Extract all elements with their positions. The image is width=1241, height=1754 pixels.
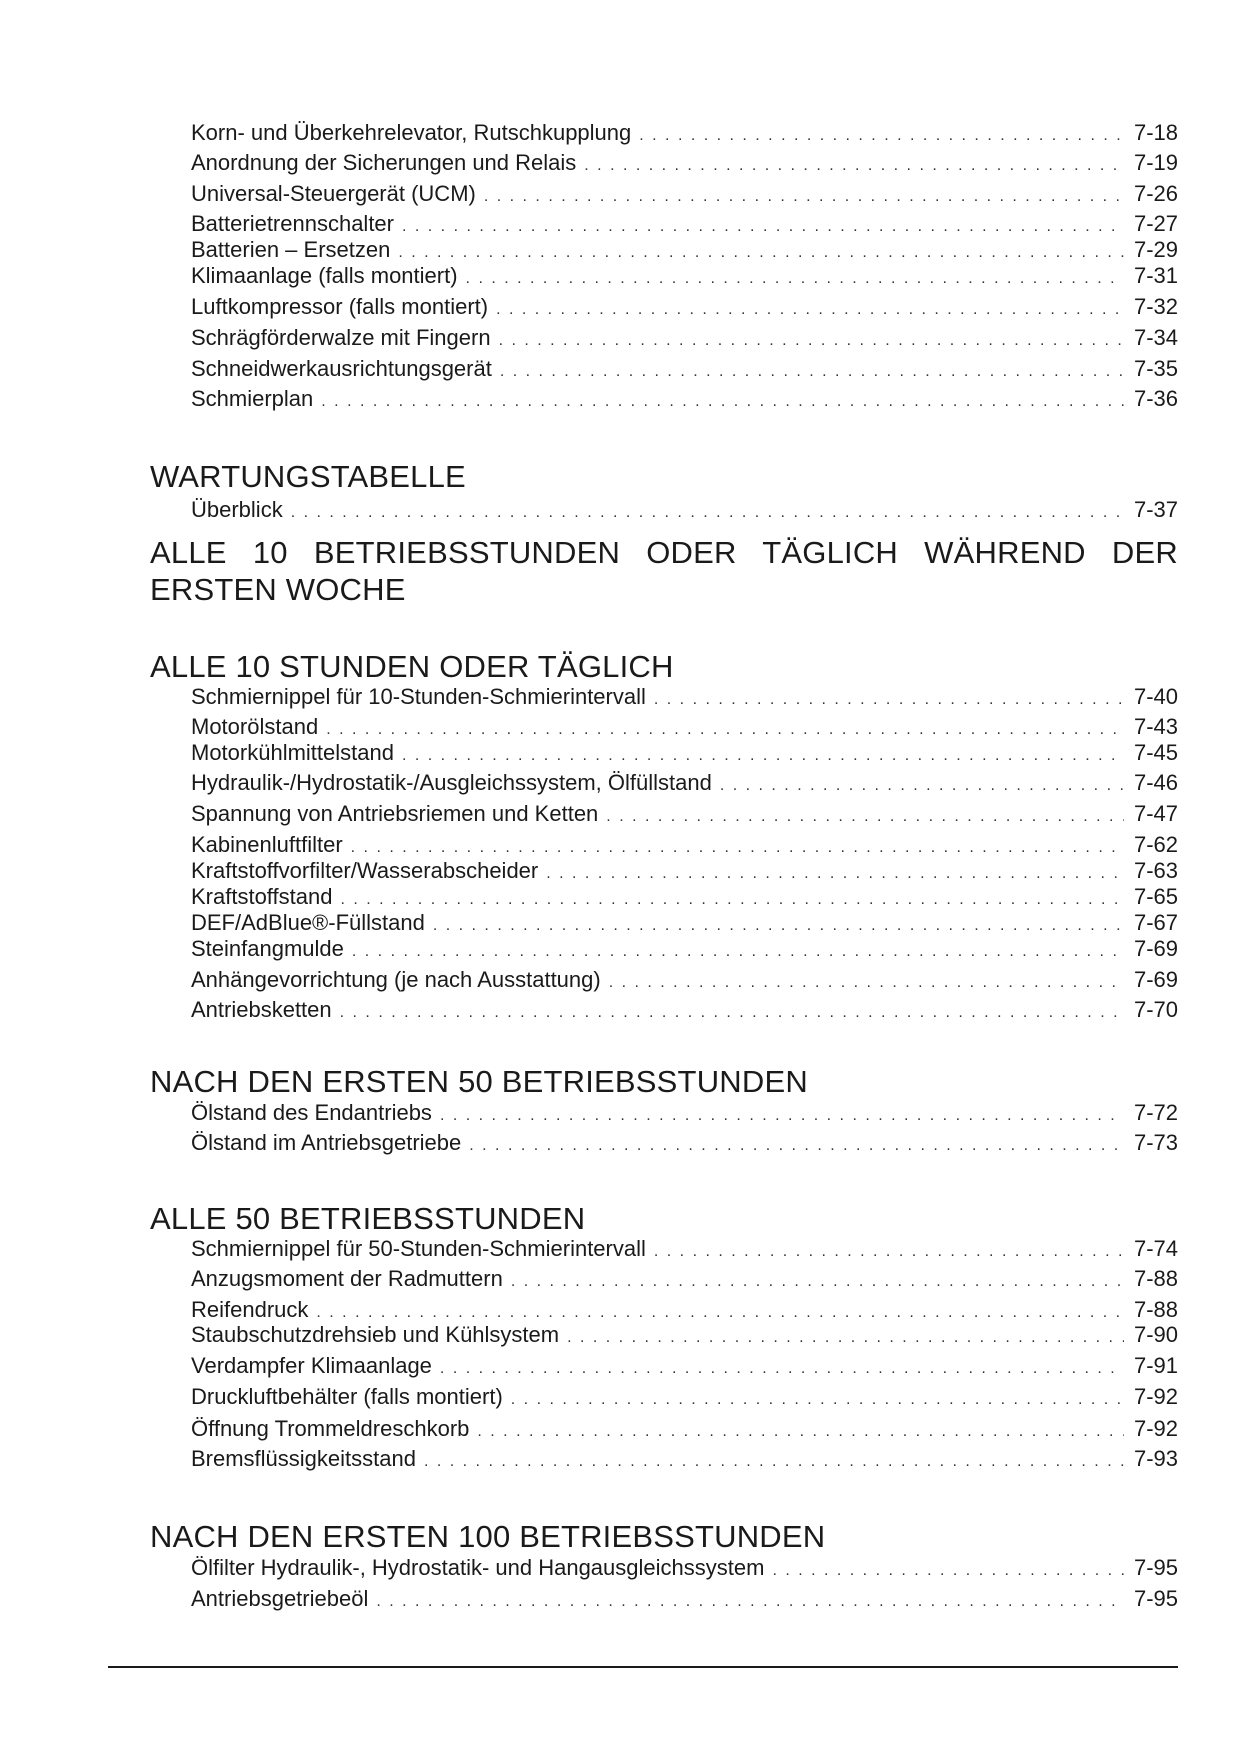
toc-leader <box>496 297 1124 323</box>
toc-entry-page: 7-29 <box>1133 237 1178 262</box>
toc-entry[interactable] <box>191 936 1178 962</box>
toc-entry-title: Ölfilter Hydraulik-, Hydrostatik- und Hangausgleichssystem <box>191 1555 765 1580</box>
toc-entry-title: Antriebsketten <box>191 997 332 1022</box>
toc-entry-title: Staubschutzdrehsieb und Kühlsystem <box>191 1322 560 1347</box>
toc-leader <box>376 1589 1124 1615</box>
toc-entry[interactable] <box>191 714 1178 740</box>
toc-entry-page: 7-63 <box>1133 858 1178 883</box>
toc-entry[interactable] <box>191 1236 1178 1262</box>
toc-entry-page: 7-72 <box>1133 1100 1178 1125</box>
toc-entry-page: 7-92 <box>1133 1416 1178 1441</box>
toc-entry-page: 7-62 <box>1133 832 1178 857</box>
toc-entry-title: Luftkompressor (falls montiert) <box>191 294 489 319</box>
toc-entry-page: 7-74 <box>1133 1236 1178 1261</box>
toc-leader <box>639 123 1124 149</box>
toc-entry-page: 7-73 <box>1133 1130 1178 1155</box>
toc-entry[interactable] <box>191 1353 1178 1379</box>
toc-leader <box>499 328 1124 354</box>
toc-entry-title: Ölstand im Antriebsgetriebe <box>191 1130 462 1155</box>
toc-entry-title: Hydraulik-/Hydrostatik-/Ausgleichssystem, Ölfüllstand <box>191 770 712 795</box>
toc-entry-title: Motorölstand <box>191 714 319 739</box>
toc-entry-page: 7-47 <box>1133 801 1178 826</box>
toc-entry-page: 7-37 <box>1133 497 1178 522</box>
section-heading: ALLE 10 BETRIEBSSTUNDEN ODER TÄGLICH WÄHREND DER ERSTEN WOCHE <box>150 535 1178 607</box>
toc-entry-page: 7-69 <box>1133 936 1178 961</box>
toc-leader <box>291 500 1124 526</box>
toc-entry-page: 7-93 <box>1133 1446 1178 1471</box>
section-heading: NACH DEN ERSTEN 50 BETRIEBSSTUNDEN <box>150 1064 808 1099</box>
toc-leader <box>466 266 1124 292</box>
toc-entry-page: 7-26 <box>1133 181 1178 206</box>
toc-leader <box>340 1000 1124 1026</box>
toc-entry[interactable] <box>191 1384 1178 1410</box>
toc-entry-title: Schmierplan <box>191 386 314 411</box>
toc-entry-title: Universal-Steuergerät (UCM) <box>191 181 476 206</box>
toc-entry[interactable] <box>191 801 1178 827</box>
toc-leader <box>500 359 1124 385</box>
toc-entry-page: 7-92 <box>1133 1384 1178 1409</box>
toc-entry[interactable] <box>191 497 1178 523</box>
toc-entry[interactable] <box>191 967 1178 993</box>
toc-entry-page: 7-27 <box>1133 211 1178 236</box>
toc-entry[interactable] <box>191 1586 1178 1612</box>
toc-entry[interactable] <box>191 770 1178 796</box>
toc-entry-title: Verdampfer Klimaanlage <box>191 1353 432 1378</box>
toc-entry-page: 7-31 <box>1133 263 1178 288</box>
toc-entry-title: Schneidwerkausrichtungsgerät <box>191 356 492 381</box>
toc-leader <box>321 389 1124 415</box>
toc-entry[interactable] <box>191 356 1178 382</box>
toc-entry[interactable] <box>191 120 1178 146</box>
toc-entry-title: Kraftstoffvorfilter/Wasserabscheider <box>191 858 539 883</box>
toc-leader <box>654 1239 1124 1265</box>
toc-entry[interactable] <box>191 1266 1178 1292</box>
toc-entry-page: 7-45 <box>1133 740 1178 765</box>
toc-entry-page: 7-32 <box>1133 294 1178 319</box>
toc-leader <box>772 1558 1124 1584</box>
toc-entry[interactable] <box>191 237 1178 263</box>
toc-entry-title: Korn- und Überkehrelevator, Rutschkupplung <box>191 120 632 145</box>
toc-leader <box>469 1133 1124 1159</box>
toc-entry-title: Klimaanlage (falls montiert) <box>191 263 458 288</box>
toc-entry-title: Anordnung der Sicherungen und Relais <box>191 150 577 175</box>
toc-leader <box>606 804 1124 830</box>
toc-leader <box>654 687 1124 713</box>
toc-entry-title: Schrägförderwalze mit Fingern <box>191 325 491 350</box>
toc-entry-title: Motorkühlmittelstand <box>191 740 394 765</box>
toc-entry-title: DEF/AdBlue®-Füllstand <box>191 910 425 935</box>
toc-entry[interactable] <box>191 884 1178 910</box>
toc-entry[interactable] <box>191 1100 1178 1126</box>
toc-leader <box>511 1269 1124 1295</box>
toc-entry[interactable] <box>191 997 1178 1023</box>
toc-leader <box>440 1356 1124 1382</box>
toc-leader <box>440 1103 1124 1129</box>
toc-leader <box>584 153 1124 179</box>
section-heading: ALLE 10 STUNDEN ODER TÄGLICH <box>150 649 674 684</box>
toc-entry[interactable] <box>191 181 1178 207</box>
toc-entry-title: Anhängevorrichtung (je nach Ausstattung) <box>191 967 601 992</box>
toc-entry-page: 7-88 <box>1133 1297 1178 1322</box>
toc-entry-page: 7-69 <box>1133 967 1178 992</box>
toc-entry-page: 7-46 <box>1133 770 1178 795</box>
toc-entry[interactable] <box>191 910 1178 936</box>
toc-entry[interactable] <box>191 1446 1178 1472</box>
toc-entry-page: 7-88 <box>1133 1266 1178 1291</box>
toc-entry-title: Spannung von Antriebsriemen und Ketten <box>191 801 599 826</box>
toc-entry-page: 7-65 <box>1133 884 1178 909</box>
toc-entry[interactable] <box>191 1297 1178 1323</box>
toc-entry[interactable] <box>191 1322 1178 1348</box>
toc-entry-title: Anzugsmoment der Radmuttern <box>191 1266 503 1291</box>
toc-entry-page: 7-19 <box>1133 150 1178 175</box>
toc-entry-title: Öffnung Trommeldreschkorb <box>191 1416 470 1441</box>
toc-entry-page: 7-67 <box>1133 910 1178 935</box>
toc-entry[interactable] <box>191 211 1178 237</box>
toc-entry[interactable] <box>191 1416 1178 1442</box>
toc-entry-title: Antriebsgetriebeöl <box>191 1586 369 1611</box>
section-heading: ALLE 50 BETRIEBSSTUNDEN <box>150 1201 586 1236</box>
toc-entry-page: 7-95 <box>1133 1586 1178 1611</box>
toc-leader <box>609 970 1124 996</box>
toc-entry-title: Überblick <box>191 497 283 522</box>
toc-entry[interactable] <box>191 684 1178 710</box>
toc-entry-title: Steinfangmulde <box>191 936 344 961</box>
toc-entry-page: 7-43 <box>1133 714 1178 739</box>
toc-entry-page: 7-70 <box>1133 997 1178 1022</box>
toc-entry-title: Kraftstoffstand <box>191 884 333 909</box>
toc-leader <box>352 939 1124 965</box>
toc-entry[interactable] <box>191 263 1178 289</box>
toc-leader <box>567 1325 1124 1351</box>
toc-entry-page: 7-35 <box>1133 356 1178 381</box>
toc-entry[interactable] <box>191 858 1178 884</box>
toc-entry-page: 7-18 <box>1133 120 1178 145</box>
toc-entry[interactable] <box>191 740 1178 766</box>
toc-entry[interactable] <box>191 294 1178 320</box>
section-heading: WARTUNGSTABELLE <box>150 459 466 494</box>
toc-entry[interactable] <box>191 150 1178 176</box>
toc-entry-page: 7-34 <box>1133 325 1178 350</box>
toc-entry[interactable] <box>191 325 1178 351</box>
section-heading: NACH DEN ERSTEN 100 BETRIEBSSTUNDEN <box>150 1519 826 1554</box>
toc-leader <box>511 1387 1124 1413</box>
toc-leader <box>477 1419 1124 1445</box>
toc-leader <box>484 184 1124 210</box>
toc-entry-page: 7-40 <box>1133 684 1178 709</box>
toc-entry-page: 7-91 <box>1133 1353 1178 1378</box>
toc-entry-title: Batterietrennschalter <box>191 211 394 236</box>
toc-entry-title: Reifendruck <box>191 1297 309 1322</box>
toc-entry[interactable] <box>191 1130 1178 1156</box>
toc-entry[interactable] <box>191 1555 1178 1581</box>
toc-entry-title: Kabinenluftfilter <box>191 832 343 857</box>
toc-entry-title: Druckluftbehälter (falls montiert) <box>191 1384 503 1409</box>
toc-leader <box>720 773 1124 799</box>
toc-entry-page: 7-95 <box>1133 1555 1178 1580</box>
toc-entry-title: Batterien – Ersetzen <box>191 237 391 262</box>
toc-entry[interactable] <box>191 386 1178 412</box>
toc-entry[interactable] <box>191 832 1178 858</box>
toc-entry-page: 7-36 <box>1133 386 1178 411</box>
toc-entry-title: Ölstand des Endantriebs <box>191 1100 432 1125</box>
toc-leader <box>424 1449 1124 1475</box>
toc-entry-title: Schmiernippel für 50-Stunden-Schmierintervall <box>191 1236 646 1261</box>
footer-divider <box>108 1666 1178 1668</box>
toc-entry-title: Bremsflüssigkeitsstand <box>191 1446 416 1471</box>
toc-leader <box>402 743 1124 769</box>
toc-entry-title: Schmiernippel für 10-Stunden-Schmierintervall <box>191 684 646 709</box>
toc-entry-page: 7-90 <box>1133 1322 1178 1347</box>
